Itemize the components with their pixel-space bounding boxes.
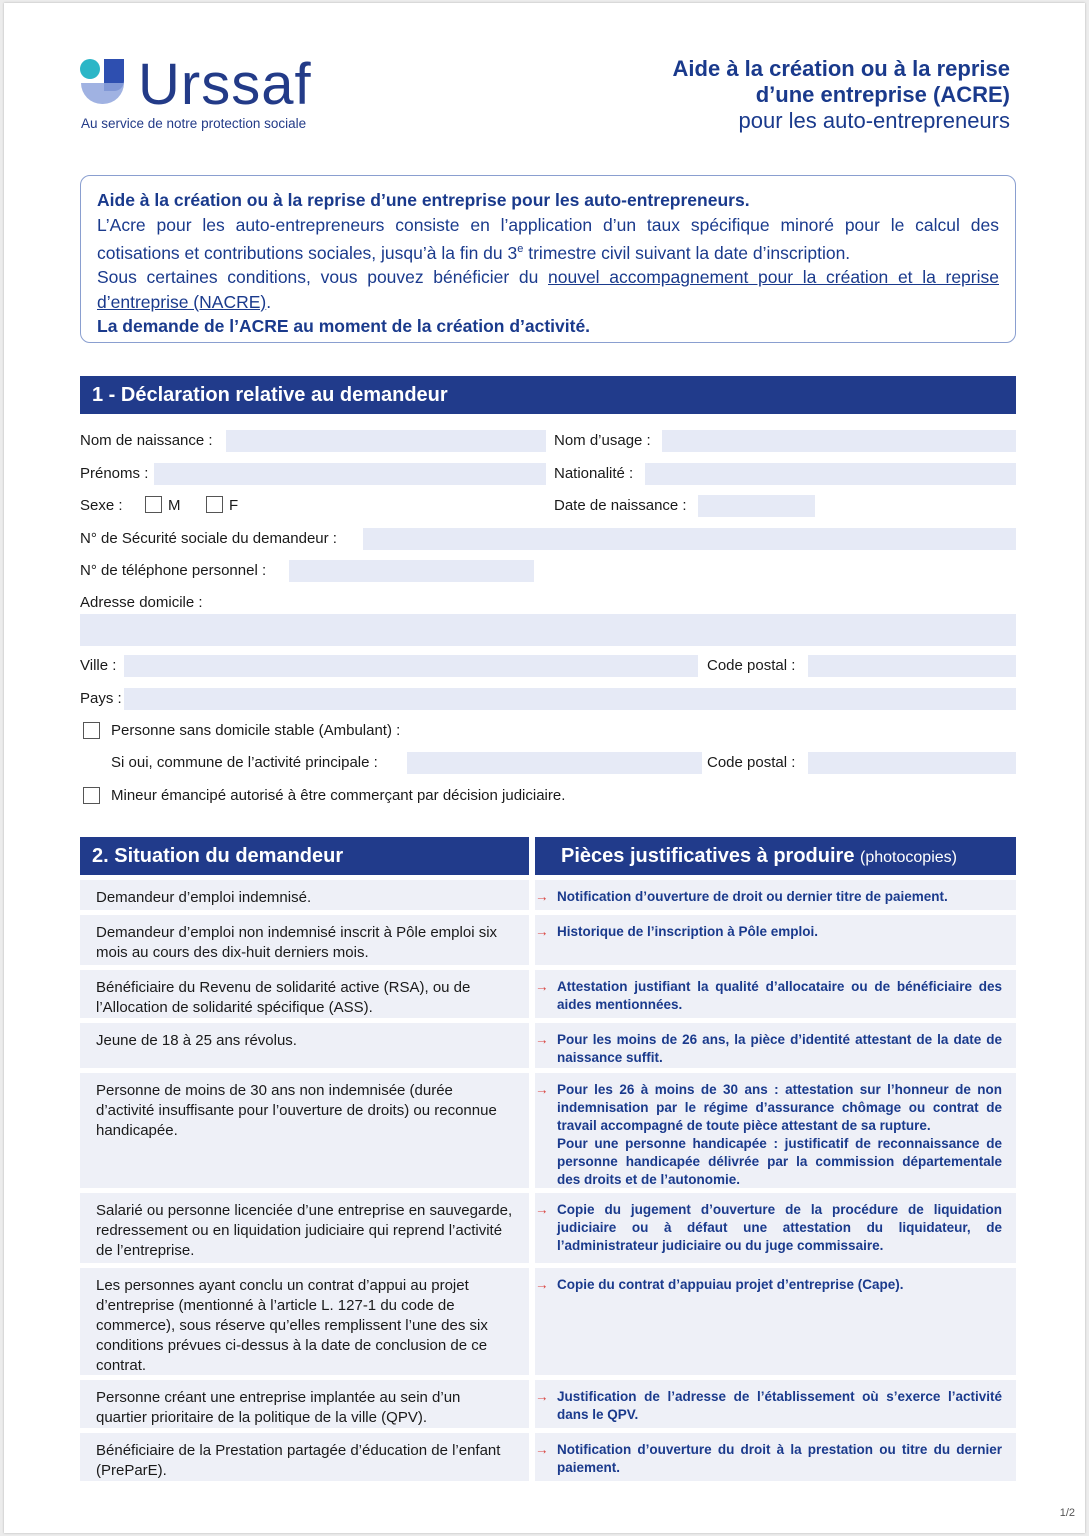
nom-naissance-label: Nom de naissance : xyxy=(80,432,213,449)
code-postal-2-label: Code postal : xyxy=(707,754,796,771)
pieces-subtitle: (photocopies) xyxy=(860,849,957,866)
piece-row xyxy=(535,970,1016,1018)
piece-row xyxy=(535,1073,1016,1188)
adresse-field[interactable] xyxy=(80,614,1016,646)
sexe-f-label: F xyxy=(229,497,239,514)
piece-row xyxy=(535,1433,1016,1481)
pays-label: Pays : xyxy=(80,690,122,707)
ville-field[interactable] xyxy=(124,655,698,677)
title-line-1: Aide à la création ou à la reprise xyxy=(672,56,1010,81)
page-number: 1/2 xyxy=(1059,1507,1075,1519)
piece-row xyxy=(535,1380,1016,1428)
commune-activite-field[interactable] xyxy=(407,752,702,774)
sexe-m-label: M xyxy=(168,497,181,514)
adresse-label: Adresse domicile : xyxy=(80,594,203,611)
code-postal-label: Code postal : xyxy=(707,657,796,674)
form-page xyxy=(4,3,1085,1533)
arrow-icon: → xyxy=(535,924,549,939)
situation-row: Personne créant une entreprise implantée au sein d’un quartier prioritaire de la politique de la ville (QPV). xyxy=(80,1380,529,1428)
date-naissance-label: Date de naissance : xyxy=(554,497,687,514)
nationalite-field[interactable] xyxy=(645,463,1016,485)
nom-naissance-field[interactable] xyxy=(226,430,546,452)
piece-text-2: Pour une personne handicapée : justificatif de reconnaissance de personne handicapée délivrée par la commission départementale des droits et de l’autonomie. xyxy=(557,1136,1002,1187)
info-sup: e xyxy=(517,243,524,255)
pieces-title xyxy=(535,837,1016,875)
piece-text: Attestation justifiant la qualité d’allocataire ou de bénéficiaire des aides mentionnées. xyxy=(557,979,1002,1012)
info-text: . xyxy=(266,291,272,312)
arrow-icon: → xyxy=(535,1389,549,1404)
info-text: trimestre civil suivant la date d’inscription. xyxy=(523,242,851,263)
info-text: L’Acre pour les auto-entrepreneurs consiste en l’application d’un taux spécifique minoré pour le calcul des cotisations et contributions sociales, jusqu’à la fin du 3 xyxy=(97,214,999,263)
piece-text: Historique de l’inscription à Pôle emploi. xyxy=(557,924,819,939)
sexe-m-checkbox[interactable] xyxy=(145,496,162,513)
situation-row: Bénéficiaire de la Prestation partagée d’éducation de l’enfant (PreParE). xyxy=(80,1433,529,1481)
date-naissance-field[interactable] xyxy=(698,495,815,517)
section1-title: 1 - Déclaration relative au demandeur xyxy=(80,376,1016,414)
piece-row xyxy=(535,1268,1016,1375)
piece-text: Pour les 26 à moins de 30 ans : attestation sur l’honneur de non indemnisation par le régime d’assurance chômage ou contrat de travail accompagné de toute pièce attestant de sa rupture. xyxy=(557,1082,1002,1133)
title-line-3: pour les auto-entrepreneurs xyxy=(738,108,1010,133)
nationalite-label: Nationalité : xyxy=(554,465,634,482)
situation-row: Demandeur d’emploi indemnisé. xyxy=(80,880,529,910)
telephone-field[interactable] xyxy=(289,560,534,582)
mineur-checkbox[interactable] xyxy=(83,787,100,804)
piece-row xyxy=(535,915,1016,965)
arrow-icon: → xyxy=(535,979,549,994)
situation-row: Les personnes ayant conclu un contrat d’appui au projet d’entreprise (mentionné à l’article L. 127-1 du code de commerce), sous réserve qu’elles remplissent l’une des six conditions prévues ci-dessus à la date de conclusion de ce contrat. xyxy=(80,1268,529,1375)
info-box xyxy=(80,175,1016,343)
logo-tagline: Au service de notre protection sociale xyxy=(81,116,307,131)
logo-wordmark: Urssaf xyxy=(138,52,312,117)
piece-text: Copie du jugement d’ouverture de la procédure de liquidation judiciaire ou à défaut une attestation du liquidateur, de l’administrateur judiciaire ou du juge commissaire. xyxy=(557,1202,1002,1253)
arrow-icon: → xyxy=(535,1202,549,1217)
situation-row: Demandeur d’emploi non indemnisé inscrit à Pôle emploi six mois au cours des dix-huit derniers mois. xyxy=(80,915,529,965)
arrow-icon: → xyxy=(535,1277,549,1292)
pieces-title-text: Pièces justificatives à produire xyxy=(561,845,855,867)
num-secu-field[interactable] xyxy=(363,528,1016,550)
prenoms-field[interactable] xyxy=(154,463,546,485)
arrow-icon: → xyxy=(535,1082,549,1097)
nom-usage-field[interactable] xyxy=(662,430,1016,452)
info-heading: Aide à la création ou à la reprise d’une entreprise pour les auto-entrepreneurs. xyxy=(97,190,750,210)
piece-row xyxy=(535,1023,1016,1068)
piece-text: Copie du contrat d’appuiau projet d’entreprise (Cape). xyxy=(557,1277,904,1292)
info-text: Sous certaines conditions, vous pouvez bénéficier du xyxy=(97,267,548,288)
info-paragraph-1 xyxy=(97,213,999,266)
arrow-icon: → xyxy=(535,1442,549,1457)
piece-text: Notification d’ouverture du droit à la prestation ou titre du dernier paiement. xyxy=(557,1442,1002,1475)
code-postal-field[interactable] xyxy=(808,655,1016,677)
situation-row: Jeune de 18 à 25 ans révolus. xyxy=(80,1023,529,1068)
piece-row xyxy=(535,1193,1016,1263)
arrow-icon: → xyxy=(535,1032,549,1047)
mineur-label: Mineur émancipé autorisé à être commerçant par décision judiciaire. xyxy=(111,787,566,804)
telephone-label: N° de téléphone personnel : xyxy=(80,562,267,579)
nom-usage-label: Nom d’usage : xyxy=(554,432,651,449)
info-footer: La demande de l’ACRE au moment de la création d’activité. xyxy=(97,316,591,337)
prenoms-label: Prénoms : xyxy=(80,465,149,482)
piece-row xyxy=(535,880,1016,910)
arrow-icon: → xyxy=(535,889,549,904)
num-secu-label: N° de Sécurité sociale du demandeur : xyxy=(80,530,337,547)
section2-title: 2. Situation du demandeur xyxy=(80,837,529,875)
situation-row: Salarié ou personne licenciée d’une entreprise en sauvegarde, redressement ou en liquidation judiciaire qui reprend l’activité de l’entreprise. xyxy=(80,1193,529,1263)
document-title xyxy=(673,56,1010,134)
title-line-2: d’une entreprise (ACRE) xyxy=(755,82,1010,107)
situation-row: Personne de moins de 30 ans non indemnisée (durée d’activité insuffisante pour l’ouverture de droits) ou reconnue handicapée. xyxy=(80,1073,529,1188)
piece-text: Pour les moins de 26 ans, la pièce d’identité attestant de la date de naissance suffit. xyxy=(557,1032,1002,1065)
commune-activite-label: Si oui, commune de l’activité principale : xyxy=(111,754,378,771)
sexe-f-checkbox[interactable] xyxy=(206,496,223,513)
sans-domicile-checkbox[interactable] xyxy=(83,722,100,739)
ville-label: Ville : xyxy=(80,657,117,674)
sans-domicile-label: Personne sans domicile stable (Ambulant) : xyxy=(111,722,401,739)
pays-field[interactable] xyxy=(124,688,1016,710)
sexe-label: Sexe : xyxy=(80,497,123,514)
nacre-link[interactable]: nouvel accompagnement pour la création et la reprise d’entreprise (NACRE) xyxy=(97,267,999,312)
piece-text: Notification d’ouverture de droit ou dernier titre de paiement. xyxy=(557,889,948,904)
code-postal-2-field[interactable] xyxy=(808,752,1016,774)
info-paragraph-2 xyxy=(97,265,999,314)
piece-text: Justification de l’adresse de l’établissement où s’exerce l’activité dans le QPV. xyxy=(557,1389,1002,1422)
situation-row: Bénéficiaire du Revenu de solidarité active (RSA), ou de l’Allocation de solidarité spécifique (ASS). xyxy=(80,970,529,1018)
